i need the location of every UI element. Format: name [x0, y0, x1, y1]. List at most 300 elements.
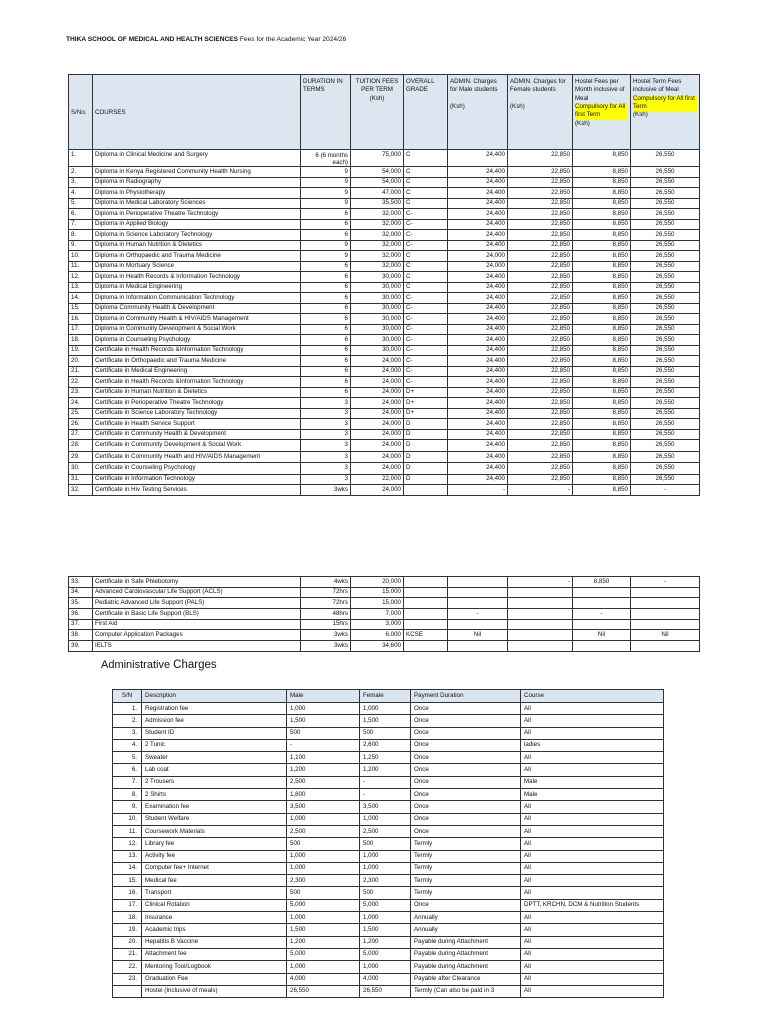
course-row — [69, 240, 700, 251]
admin-cell-female: 5,000 — [360, 948, 411, 960]
cell-admin-male: 24,400 — [448, 474, 508, 485]
cell-hostel-term: 26,550 — [631, 209, 700, 220]
cell-admin-male: 24,400 — [448, 303, 508, 314]
cell-admin-female: 22,850 — [508, 177, 573, 188]
admin-cell-description: Registration fee — [142, 703, 287, 715]
cell-grade: D — [404, 474, 448, 485]
admin-charges-table — [112, 689, 664, 998]
cell-grade: C- — [404, 345, 448, 356]
header-sn: S/No. — [69, 75, 93, 150]
admin-row — [113, 764, 664, 776]
cell-duration: 9 — [301, 240, 351, 251]
cell-admin-female — [508, 609, 573, 620]
admin-row — [113, 887, 664, 899]
cell-course: Certificate in Community Development & Social Work — [93, 440, 301, 452]
course-row — [69, 419, 700, 430]
cell-course: Diploma in Health Records & Information Technology — [93, 272, 301, 283]
cell-course: Pediatric Advanced Life Support (PALS) — [93, 598, 301, 609]
cell-course: Certificate in Human Nutrition & Dietetics — [93, 387, 301, 398]
cell-sn: 39. — [69, 641, 93, 652]
cell-hostel-term: 26,550 — [631, 272, 700, 283]
cell-duration: 3 — [301, 440, 351, 452]
cell-hostel-month: 8,850 — [573, 451, 631, 463]
cell-admin-male: 24,400 — [448, 440, 508, 452]
admin-cell-male: 500 — [287, 838, 360, 850]
admin-cell-sn: 1. — [113, 703, 142, 715]
admin-header-description: Description — [142, 690, 287, 703]
cell-duration: 6 — [301, 314, 351, 325]
short-course-row — [69, 641, 700, 652]
cell-admin-female: 22,850 — [508, 303, 573, 314]
cell-grade: C- — [404, 293, 448, 304]
admin-heading-small: Administrative — [101, 659, 174, 671]
cell-grade: D+ — [404, 408, 448, 419]
cell-sn: 20. — [69, 356, 93, 367]
admin-row — [113, 875, 664, 887]
cell-sn: 17. — [69, 324, 93, 335]
cell-sn: 13. — [69, 282, 93, 293]
course-row — [69, 387, 700, 398]
cell-hostel-term: 26,550 — [631, 451, 700, 463]
cell-grade — [404, 609, 448, 620]
cell-grade: C — [404, 282, 448, 293]
cell-duration: 6 — [301, 282, 351, 293]
cell-admin-female: 22,850 — [508, 282, 573, 293]
cell-admin-male: 24,400 — [448, 324, 508, 335]
cell-admin-male: 24,400 — [448, 240, 508, 251]
cell-sn: 25. — [69, 408, 93, 419]
admin-header-payment: Payment Duration — [411, 690, 521, 703]
admin-cell-payment: Termly — [411, 850, 521, 862]
header-admin-female — [508, 75, 573, 150]
admin-cell-male: 1,100 — [287, 752, 360, 764]
cell-admin-male: 24,400 — [448, 377, 508, 388]
cell-hostel-term: 26,550 — [631, 167, 700, 178]
admin-cell-course: ladies — [521, 739, 664, 751]
header-courses: COURSES — [93, 75, 301, 150]
header-hostel-month — [573, 75, 631, 150]
cell-hostel-month: 8,850 — [573, 335, 631, 346]
cell-hostel-term: - — [631, 577, 700, 588]
cell-admin-female: 22,850 — [508, 345, 573, 356]
cell-admin-male: 24,400 — [448, 209, 508, 220]
cell-tuition: 20,000 — [351, 577, 404, 588]
cell-admin-female: 22,850 — [508, 474, 573, 485]
admin-cell-sn: 6. — [113, 764, 142, 776]
cell-hostel-month — [573, 587, 631, 598]
cell-course: Certificate in Community Health and HIV/AIDS Management — [93, 451, 301, 463]
cell-course: Certificate in Community Health & Development — [93, 429, 301, 440]
header-admin-male-label: ADMIN. Charges for Male students — [450, 78, 498, 94]
cell-sn: 31. — [69, 474, 93, 485]
cell-admin-female — [508, 598, 573, 609]
admin-cell-female: 26,550 — [360, 985, 411, 997]
cell-hostel-month: 8,850 — [573, 167, 631, 178]
cell-tuition: 24,000 — [351, 485, 404, 496]
admin-cell-sn: 3. — [113, 727, 142, 739]
cell-duration: 3wks — [301, 641, 351, 652]
admin-row — [113, 985, 664, 997]
admin-cell-female: - — [360, 789, 411, 801]
cell-tuition: 32,000 — [351, 251, 404, 262]
cell-admin-female — [508, 641, 573, 652]
cell-duration: 6 — [301, 272, 351, 283]
cell-sn: 3. — [69, 177, 93, 188]
cell-grade: C- — [404, 335, 448, 346]
course-fees-table — [68, 74, 700, 496]
cell-tuition: 54,000 — [351, 167, 404, 178]
admin-cell-male: 4,000 — [287, 973, 360, 985]
cell-sn: 16. — [69, 314, 93, 325]
cell-hostel-term: 26,550 — [631, 251, 700, 262]
cell-hostel-term: 26,550 — [631, 356, 700, 367]
cell-grade: C — [404, 167, 448, 178]
cell-hostel-term — [631, 609, 700, 620]
course-row — [69, 440, 700, 452]
cell-sn: 5. — [69, 198, 93, 209]
cell-sn: 11. — [69, 261, 93, 272]
cell-course: First Aid — [93, 619, 301, 630]
admin-cell-female: 1,250 — [360, 752, 411, 764]
course-row — [69, 209, 700, 220]
cell-duration: 3wks — [301, 485, 351, 496]
cell-hostel-month: 8,850 — [573, 177, 631, 188]
course-row — [69, 272, 700, 283]
cell-grade: C — [404, 177, 448, 188]
admin-cell-female: 1,000 — [360, 961, 411, 973]
cell-tuition: 24,000 — [351, 408, 404, 419]
admin-cell-description: Attachment fee — [142, 948, 287, 960]
admin-cell-payment: Once — [411, 727, 521, 739]
cell-grade: D+ — [404, 387, 448, 398]
title-rest: Fees for the Academic Year 2024/26 — [238, 36, 347, 43]
cell-hostel-month: 8,850 — [573, 485, 631, 496]
admin-cell-description: Medical fee — [142, 875, 287, 887]
admin-cell-course: All — [521, 948, 664, 960]
cell-admin-male: 24,400 — [448, 167, 508, 178]
admin-charges-heading — [101, 659, 217, 671]
admin-cell-payment: Payable during Attachment — [411, 936, 521, 948]
cell-grade: C- — [404, 366, 448, 377]
course-row — [69, 303, 700, 314]
cell-duration: 3 — [301, 451, 351, 463]
course-row — [69, 463, 700, 475]
admin-cell-course: All — [521, 985, 664, 997]
admin-cell-sn: 14. — [113, 862, 142, 874]
cell-sn: 19. — [69, 345, 93, 356]
cell-tuition: 32,000 — [351, 230, 404, 241]
admin-cell-payment: Once — [411, 703, 521, 715]
admin-row — [113, 862, 664, 874]
admin-row — [113, 715, 664, 727]
cell-hostel-term: 26,550 — [631, 398, 700, 409]
admin-cell-male: 3,500 — [287, 801, 360, 813]
cell-admin-male: 24,400 — [448, 314, 508, 325]
cell-sn: 18. — [69, 335, 93, 346]
cell-grade: C- — [404, 356, 448, 367]
admin-header-female: Female — [360, 690, 411, 703]
admin-cell-sn: 18. — [113, 912, 142, 924]
cell-hostel-term: 26,550 — [631, 261, 700, 272]
cell-tuition: 3,000 — [351, 619, 404, 630]
header-hostel-month-label: Hostel Fees per Month inclusive of Meal — [575, 78, 625, 102]
cell-hostel-month: 8,850 — [573, 293, 631, 304]
admin-cell-description: Admission fee — [142, 715, 287, 727]
admin-cell-payment: Once — [411, 739, 521, 751]
cell-admin-male: 24,400 — [448, 293, 508, 304]
admin-header-male: Male — [287, 690, 360, 703]
cell-admin-male: 24,400 — [448, 408, 508, 419]
course-row — [69, 282, 700, 293]
cell-tuition: 24,000 — [351, 398, 404, 409]
cell-course: Certificate in Science Laboratory Technology — [93, 408, 301, 419]
cell-hostel-term: 26,550 — [631, 429, 700, 440]
cell-admin-female: 22,850 — [508, 167, 573, 178]
course-row — [69, 485, 700, 496]
cell-admin-male: 24,400 — [448, 387, 508, 398]
cell-hostel-month: 8,850 — [573, 240, 631, 251]
cell-tuition: 32,000 — [351, 219, 404, 230]
cell-grade: D — [404, 429, 448, 440]
admin-cell-course: All — [521, 961, 664, 973]
cell-admin-female: 22,850 — [508, 293, 573, 304]
cell-sn: 28. — [69, 440, 93, 452]
admin-cell-female: 2,600 — [360, 739, 411, 751]
cell-grade — [404, 587, 448, 598]
cell-grade — [404, 598, 448, 609]
admin-cell-female: 500 — [360, 838, 411, 850]
admin-cell-description: 2 Trousers — [142, 776, 287, 788]
cell-admin-male: 24,400 — [448, 198, 508, 209]
cell-admin-female: 22,850 — [508, 240, 573, 251]
admin-cell-male: 1,000 — [287, 850, 360, 862]
admin-cell-course: Male — [521, 789, 664, 801]
admin-cell-payment: Annually — [411, 912, 521, 924]
admin-row — [113, 789, 664, 801]
admin-cell-sn: 19. — [113, 924, 142, 936]
admin-cell-male: 1,000 — [287, 862, 360, 874]
cell-admin-male: 24,400 — [448, 282, 508, 293]
cell-hostel-month: 8,850 — [573, 150, 631, 167]
cell-admin-female: 22,850 — [508, 387, 573, 398]
course-row — [69, 335, 700, 346]
admin-cell-male: 500 — [287, 727, 360, 739]
cell-duration: 6 — [301, 303, 351, 314]
cell-grade: D — [404, 440, 448, 452]
admin-cell-description: Student Welfare — [142, 813, 287, 825]
cell-duration: 6 — [301, 324, 351, 335]
cell-sn: 15. — [69, 303, 93, 314]
admin-cell-course: All — [521, 875, 664, 887]
cell-course: Diploma in Medical Laboratory Sciences — [93, 198, 301, 209]
cell-hostel-month: 8,850 — [573, 219, 631, 230]
cell-grade: C- — [404, 219, 448, 230]
admin-cell-male: 500 — [287, 887, 360, 899]
cell-grade — [404, 641, 448, 652]
cell-admin-female: 22,850 — [508, 356, 573, 367]
admin-cell-male: 1,500 — [287, 924, 360, 936]
cell-grade: C — [404, 188, 448, 199]
cell-course: Diploma in Perioperative Theatre Technology — [93, 209, 301, 220]
short-course-row — [69, 587, 700, 598]
cell-admin-male — [448, 577, 508, 588]
cell-sn: 14. — [69, 293, 93, 304]
cell-tuition: 15,000 — [351, 598, 404, 609]
cell-tuition: 30,000 — [351, 314, 404, 325]
cell-grade: C — [404, 261, 448, 272]
admin-cell-female: 1,200 — [360, 936, 411, 948]
admin-cell-course: All — [521, 912, 664, 924]
cell-sn: 32. — [69, 485, 93, 496]
cell-duration: 6 (6 months each) — [301, 150, 351, 167]
cell-tuition: 22,000 — [351, 474, 404, 485]
cell-tuition: 15,000 — [351, 587, 404, 598]
cell-duration: 3 — [301, 419, 351, 430]
cell-course: Diploma in Orthopaedic and Trauma Medicine — [93, 251, 301, 262]
admin-cell-sn: 15. — [113, 875, 142, 887]
cell-hostel-month — [573, 619, 631, 630]
cell-course: Diploma in Clinical Medicine and Surgery — [93, 150, 301, 167]
admin-cell-payment: Once — [411, 776, 521, 788]
admin-cell-course: All — [521, 703, 664, 715]
cell-sn: 6. — [69, 209, 93, 220]
admin-cell-male: - — [287, 739, 360, 751]
admin-cell-course: Male — [521, 776, 664, 788]
cell-grade: C- — [404, 209, 448, 220]
cell-admin-female: 22,850 — [508, 198, 573, 209]
course-row — [69, 451, 700, 463]
cell-hostel-term: 26,550 — [631, 335, 700, 346]
cell-admin-male: 24,400 — [448, 219, 508, 230]
admin-cell-course: All — [521, 715, 664, 727]
short-course-row — [69, 630, 700, 641]
course-row — [69, 429, 700, 440]
cell-hostel-term: 26,550 — [631, 230, 700, 241]
admin-cell-course: All — [521, 887, 664, 899]
admin-cell-sn: 20. — [113, 936, 142, 948]
admin-cell-description: Academic trips — [142, 924, 287, 936]
short-course-row — [69, 619, 700, 630]
admin-cell-payment: Once — [411, 764, 521, 776]
cell-hostel-term: 26,550 — [631, 240, 700, 251]
cell-course: Diploma in Mortuary Science — [93, 261, 301, 272]
admin-cell-payment: Once — [411, 813, 521, 825]
admin-cell-sn: 22. — [113, 961, 142, 973]
course-row — [69, 474, 700, 485]
cell-admin-female: 22,850 — [508, 272, 573, 283]
course-row — [69, 261, 700, 272]
header-hostel-month-note: Compulsory for All first Term — [575, 103, 628, 120]
admin-row — [113, 739, 664, 751]
cell-duration: 3 — [301, 408, 351, 419]
admin-row — [113, 924, 664, 936]
cell-sn: 26. — [69, 419, 93, 430]
admin-cell-payment: Once — [411, 789, 521, 801]
cell-sn: 23. — [69, 387, 93, 398]
cell-course: Certificate in Medical Engineering — [93, 366, 301, 377]
cell-sn: 38. — [69, 630, 93, 641]
admin-row — [113, 912, 664, 924]
admin-cell-description: 2 Tunic — [142, 739, 287, 751]
admin-cell-sn: 8. — [113, 789, 142, 801]
header-grade: OVERALL GRADE — [404, 75, 448, 150]
admin-cell-female: 2,300 — [360, 875, 411, 887]
admin-cell-male: 1,000 — [287, 813, 360, 825]
admin-cell-course: All — [521, 838, 664, 850]
cell-tuition: 47,000 — [351, 188, 404, 199]
cell-admin-male: 24,400 — [448, 366, 508, 377]
cell-grade: C — [404, 150, 448, 167]
cell-tuition: 35,500 — [351, 198, 404, 209]
cell-tuition: 75,000 — [351, 150, 404, 167]
cell-course: Certificate in Perioperative Theatre Technology — [93, 398, 301, 409]
cell-duration: 6 — [301, 209, 351, 220]
cell-course: Diploma in Radiography — [93, 177, 301, 188]
admin-cell-course: All — [521, 764, 664, 776]
cell-admin-male: 24,400 — [448, 272, 508, 283]
cell-admin-male: 24,400 — [448, 177, 508, 188]
admin-cell-payment: Payable during Attachment — [411, 961, 521, 973]
admin-cell-description: 2 Shirts — [142, 789, 287, 801]
course-row — [69, 251, 700, 262]
admin-cell-description: Coursework Materials — [142, 825, 287, 837]
cell-grade: C- — [404, 377, 448, 388]
admin-cell-male: 2,500 — [287, 825, 360, 837]
cell-hostel-month: 8,850 — [573, 366, 631, 377]
cell-admin-female: 22,850 — [508, 419, 573, 430]
admin-row — [113, 850, 664, 862]
admin-cell-male: 1,000 — [287, 912, 360, 924]
admin-rows — [113, 703, 664, 998]
course-row — [69, 198, 700, 209]
cell-sn: 22. — [69, 377, 93, 388]
cell-admin-male: - — [448, 485, 508, 496]
cell-duration: 6 — [301, 366, 351, 377]
admin-cell-sn: 16. — [113, 887, 142, 899]
admin-cell-course: All — [521, 727, 664, 739]
cell-sn: 34. — [69, 587, 93, 598]
admin-cell-sn: 11. — [113, 825, 142, 837]
cell-course: Diploma in Medical Engineering — [93, 282, 301, 293]
admin-row — [113, 776, 664, 788]
admin-cell-sn: 17. — [113, 899, 142, 911]
admin-cell-payment: Once — [411, 752, 521, 764]
admin-cell-female: 2,500 — [360, 825, 411, 837]
admin-cell-male: 2,500 — [287, 776, 360, 788]
cell-course: Diploma in Science Laboratory Technology — [93, 230, 301, 241]
admin-header-sn: S/N — [113, 690, 142, 703]
cell-duration: 6 — [301, 335, 351, 346]
cell-admin-male: 24,400 — [448, 451, 508, 463]
admin-cell-course: All — [521, 825, 664, 837]
cell-hostel-month: - — [573, 609, 631, 620]
cell-course: Diploma in Community Development & Social Work — [93, 324, 301, 335]
admin-row — [113, 801, 664, 813]
cell-duration: 15hrs — [301, 619, 351, 630]
cell-admin-female: 22,850 — [508, 230, 573, 241]
course-row — [69, 167, 700, 178]
cell-hostel-month: 8,850 — [573, 261, 631, 272]
admin-cell-sn: 5. — [113, 752, 142, 764]
course-row — [69, 324, 700, 335]
header-hostel-term-note: Compulsory for All first Term — [633, 95, 697, 112]
admin-cell-female: 1,500 — [360, 924, 411, 936]
cell-tuition: 54,000 — [351, 177, 404, 188]
cell-admin-female: 22,850 — [508, 335, 573, 346]
cell-hostel-month: 8,850 — [573, 387, 631, 398]
cell-hostel-term: 26,550 — [631, 474, 700, 485]
cell-tuition: 30,000 — [351, 272, 404, 283]
